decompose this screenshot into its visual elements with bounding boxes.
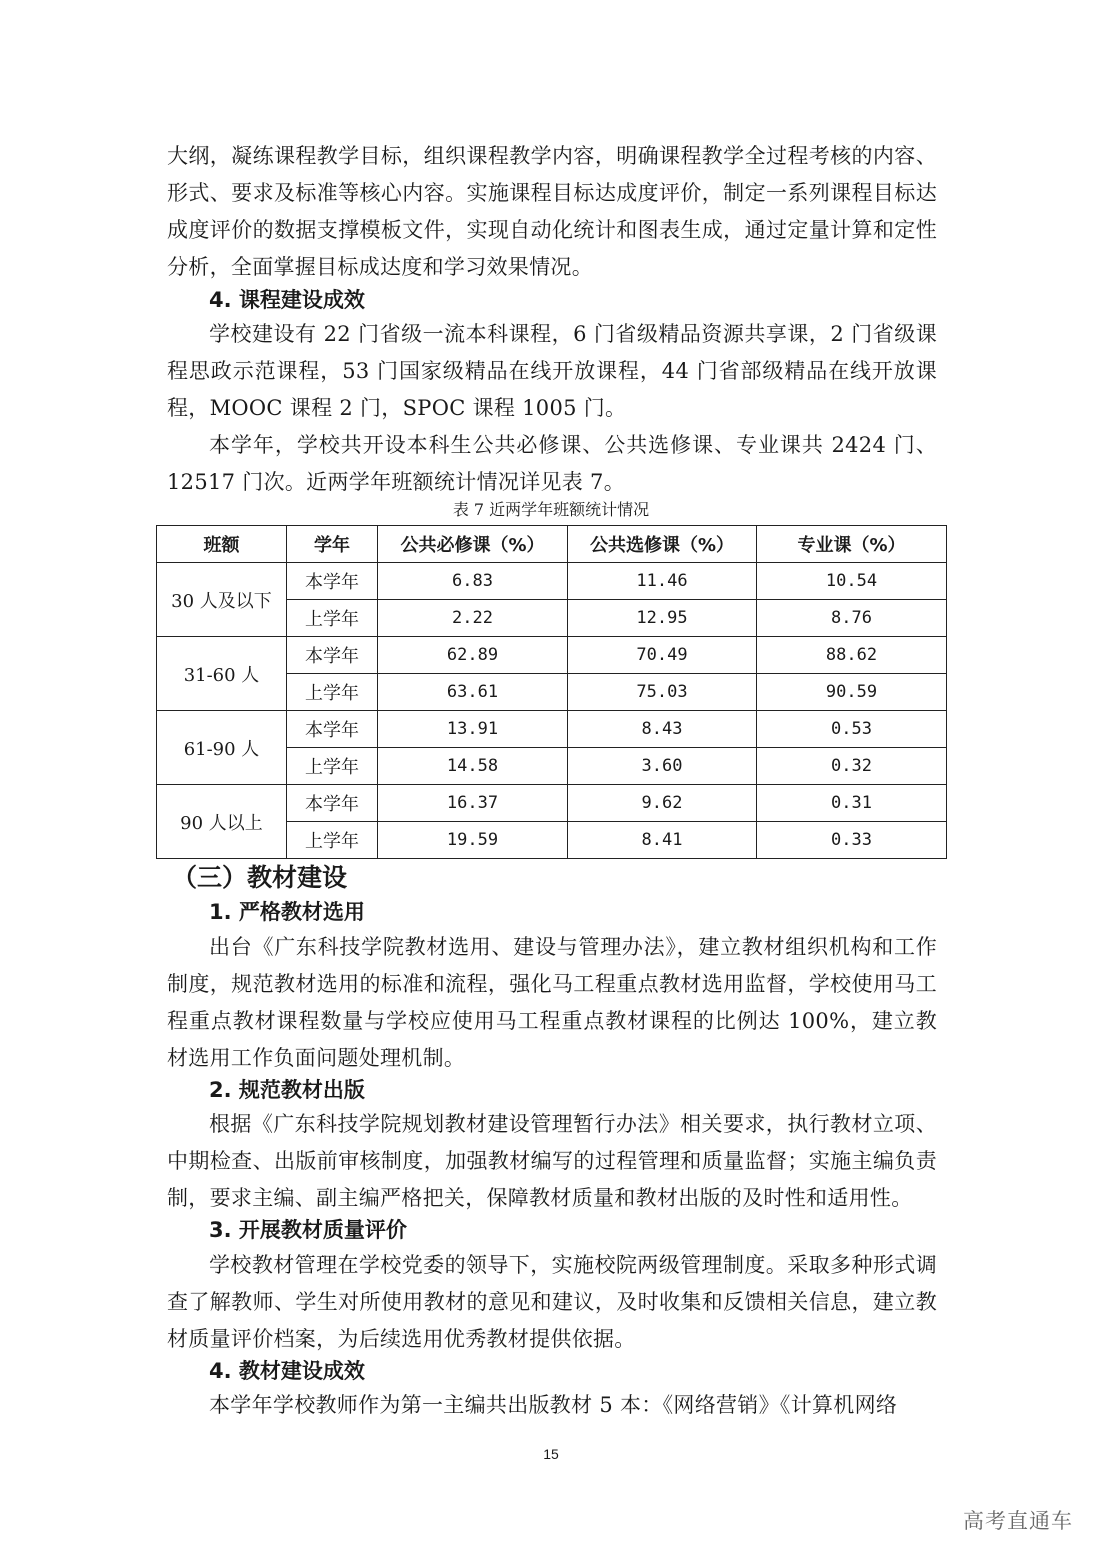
table-row <box>157 637 947 674</box>
textbook-results-paragraph: 本学年学校教师作为第一主编共出版教材 5 本：《网络营销》《计算机网络 <box>209 1393 898 1417</box>
table-caption: 表 7 近两学年班额统计情况 <box>452 500 650 519</box>
course-results-paragraph: 学校建设有 22 门省级一流本科课程，6 门省级精品资源共享课，2 门省级课程思政示范课程，53 门国家级精品在线开放课程，44 门省部级精品在线开放课程，MOOC 课程 2 门，SPOC 课程 1005 门。 <box>167 322 937 420</box>
value-cell: 62.89 <box>378 637 568 674</box>
value-cell: 90.59 <box>757 674 947 711</box>
heading-standardize-publishing: 2. 规范教材出版 <box>209 1078 365 1102</box>
group-label: 90 人以上 <box>157 785 287 859</box>
value-cell: 13.91 <box>378 711 568 748</box>
header-class-size: 班额 <box>157 526 287 563</box>
year-cell: 本学年 <box>287 785 378 822</box>
standardize-publishing-paragraph: 根据《广东科技学院规划教材建设管理暂行办法》相关要求，执行教材立项、中期检查、出版前审核制度，加强教材编写的过程管理和质量监督；实施主编负责制，要求主编、副主编严格把关，保障教材质量和教材出版的及时性和适用性。 <box>167 1112 937 1210</box>
header-major: 专业课（%） <box>757 526 947 563</box>
year-cell: 本学年 <box>287 637 378 674</box>
group-label: 31-60 人 <box>157 637 287 711</box>
value-cell: 63.61 <box>378 674 568 711</box>
year-cell: 上学年 <box>287 600 378 637</box>
header-public-elective: 公共选修课（%） <box>568 526 757 563</box>
value-cell: 75.03 <box>568 674 757 711</box>
value-cell: 8.43 <box>568 711 757 748</box>
value-cell: 9.62 <box>568 785 757 822</box>
header-public-required: 公共必修课（%） <box>378 526 568 563</box>
value-cell: 6.83 <box>378 563 568 600</box>
value-cell: 0.33 <box>757 822 947 859</box>
table-row <box>157 563 947 600</box>
value-cell: 8.76 <box>757 600 947 637</box>
value-cell: 88.62 <box>757 637 947 674</box>
value-cell: 12.95 <box>568 600 757 637</box>
group-label: 61-90 人 <box>157 711 287 785</box>
year-cell: 本学年 <box>287 711 378 748</box>
value-cell: 19.59 <box>378 822 568 859</box>
value-cell: 2.22 <box>378 600 568 637</box>
year-cell: 本学年 <box>287 563 378 600</box>
page-number: 15 <box>543 1446 559 1462</box>
value-cell: 10.54 <box>757 563 947 600</box>
value-cell: 16.37 <box>378 785 568 822</box>
value-cell: 0.32 <box>757 748 947 785</box>
group-label: 30 人及以下 <box>157 563 287 637</box>
value-cell: 0.31 <box>757 785 947 822</box>
value-cell: 8.41 <box>568 822 757 859</box>
table-header-row <box>157 526 947 563</box>
value-cell: 14.58 <box>378 748 568 785</box>
header-year: 学年 <box>287 526 378 563</box>
year-cell: 上学年 <box>287 748 378 785</box>
strict-selection-paragraph: 出台《广东科技学院教材选用、建设与管理办法》，建立教材组织机构和工作制度，规范教材选用的标准和流程，强化马工程重点教材选用监督，学校使用马工程重点教材课程数量与学校应使用马工程重点教材课程的比例达 100%，建立教材选用工作负面问题处理机制。 <box>167 935 937 1070</box>
heading-strict-selection: 1. 严格教材选用 <box>209 900 365 924</box>
value-cell: 11.46 <box>568 563 757 600</box>
heading-textbook-results: 4. 教材建设成效 <box>209 1359 365 1383</box>
value-cell: 0.53 <box>757 711 947 748</box>
intro-paragraph: 大纲，凝练课程教学目标，组织课程教学内容，明确课程教学全过程考核的内容、形式、要求及标准等核心内容。实施课程目标达成度评价，制定一系列课程目标达成度评价的数据支撑模板文件，实现自动化统计和图表生成，通过定量计算和定性分析，全面掌握目标成达度和学习效果情况。 <box>167 144 937 279</box>
value-cell: 70.49 <box>568 637 757 674</box>
class-size-table <box>156 525 947 859</box>
heading-quality-evaluation: 3. 开展教材质量评价 <box>209 1218 407 1242</box>
table-row <box>157 711 947 748</box>
table-row <box>157 785 947 822</box>
class-size-paragraph: 本学年，学校共开设本科生公共必修课、公共选修课、专业课共 2424 门、12517 门次。近两学年班额统计情况详见表 7。 <box>167 433 937 494</box>
year-cell: 上学年 <box>287 674 378 711</box>
year-cell: 上学年 <box>287 822 378 859</box>
quality-evaluation-paragraph: 学校教材管理在学校党委的领导下，实施校院两级管理制度。采取多种形式调查了解教师、学生对所使用教材的意见和建议，及时收集和反馈相关信息，建立教材质量评价档案，为后续选用优秀教材提供依据。 <box>167 1253 937 1351</box>
value-cell: 3.60 <box>568 748 757 785</box>
watermark: 高考直通车 <box>963 1509 1073 1533</box>
section-title-textbooks: （三）教材建设 <box>172 863 348 892</box>
heading-course-results: 4. 课程建设成效 <box>209 288 365 312</box>
